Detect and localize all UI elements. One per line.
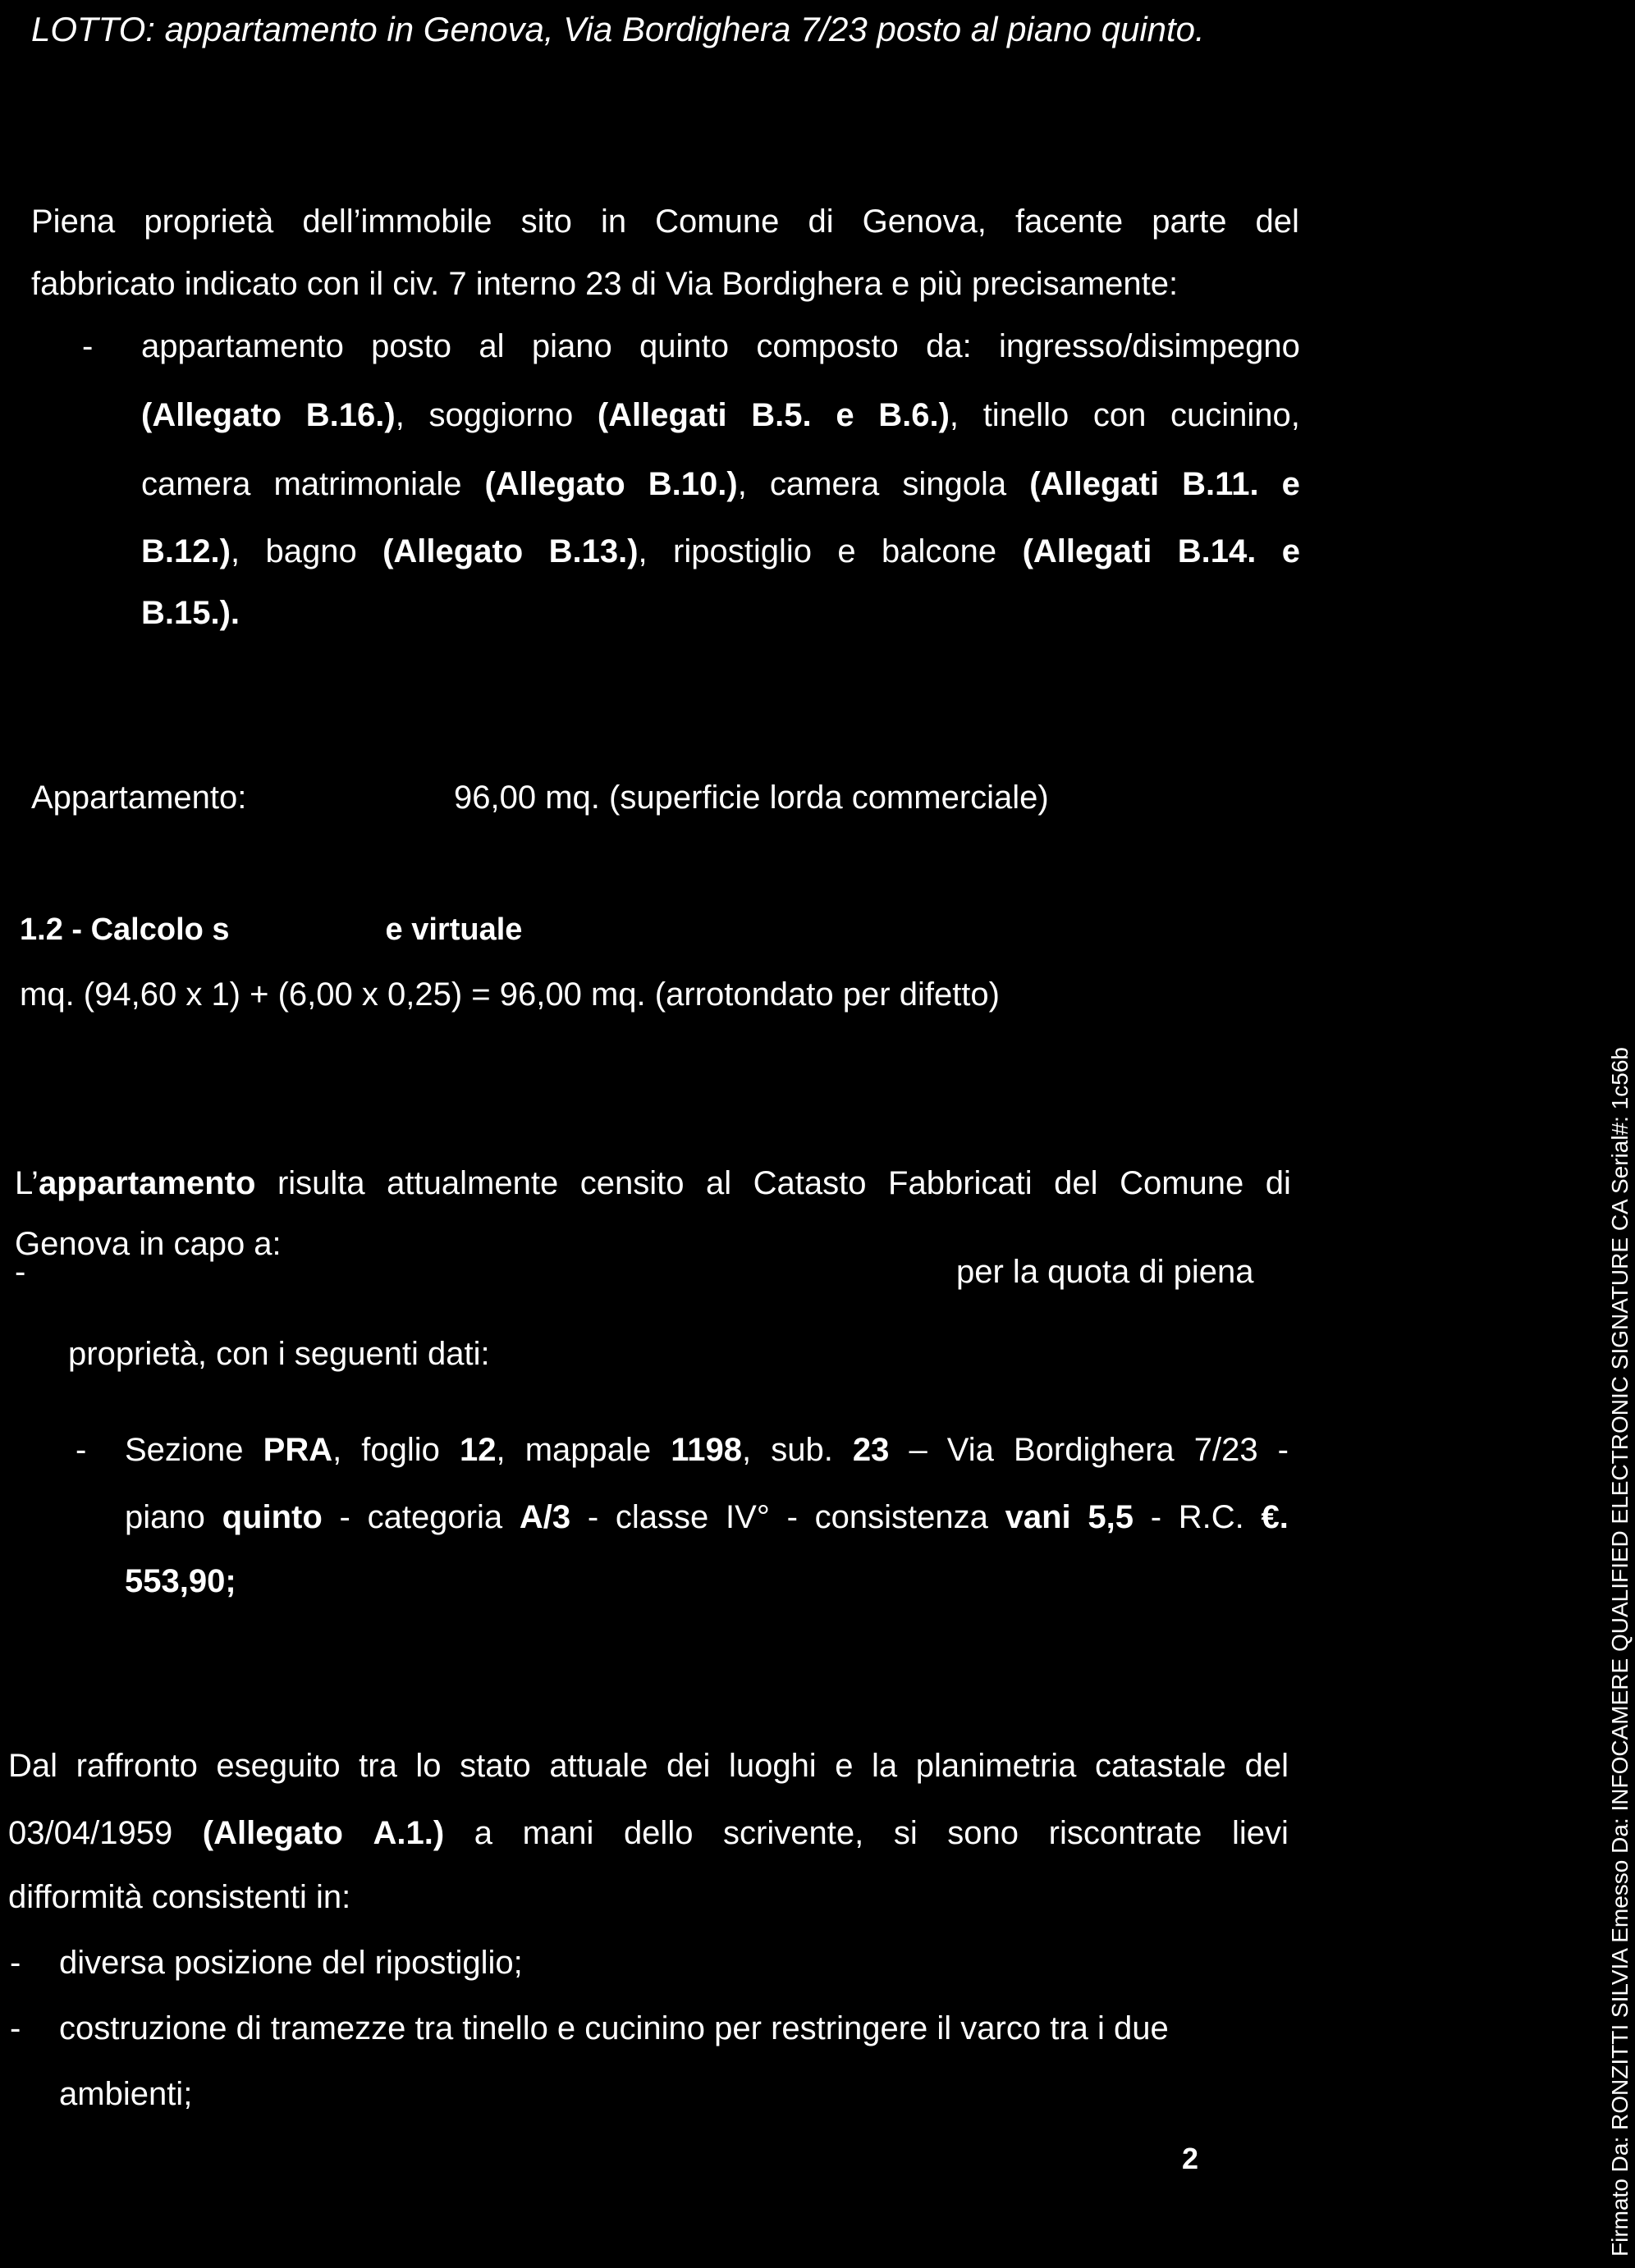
surface-value: 96,00 mq. (superficie lorda commerciale) [454,780,1049,816]
word: 03/04/1959 [8,1815,173,1851]
word: riscontrate [1048,1815,1202,1851]
surface-label: Appartamento: [31,780,247,816]
word: e [1281,466,1300,502]
word: ingresso/disimpegno [999,328,1300,364]
page-number: 2 [1182,2142,1199,2175]
word: a [474,1815,493,1851]
word: B.11. [1182,466,1259,502]
difformita-text: diversa posizione del ripostiglio; [59,1945,523,1981]
list-dash: - [76,1432,87,1468]
word: si [893,1815,918,1851]
word: 1198, [671,1432,752,1468]
quota-text: per la quota di piena [956,1254,1254,1290]
word: – [909,1432,927,1468]
word: camera [141,466,251,502]
word: vani [1005,1499,1071,1535]
word: del [1255,203,1299,240]
catasto-line-2 [15,1226,282,1272]
word: facente [1014,203,1124,240]
catasto-text: Genova in capo a: [15,1226,282,1262]
word: Comune [655,203,780,240]
raffronto-text: difformità consistenti in: [8,1879,351,1915]
word: Dal [8,1748,58,1784]
word: B.6.), [878,397,959,433]
word: categoria [367,1499,503,1535]
word: eseguito [216,1748,341,1784]
word: proprietà [144,203,274,240]
raffronto-line-3 [8,1879,350,1925]
difformita-item [59,2010,1169,2056]
word: quinto [222,1499,323,1535]
word: posto [371,328,452,364]
word: (Allegati [1022,533,1152,569]
word: - [786,1499,798,1535]
word: quinto [639,328,730,364]
word: (Allegato [141,397,282,433]
word: B.13.), [548,533,648,569]
word: soggiorno [428,397,574,433]
word: attualmente [387,1165,559,1201]
word: appartamento [141,328,344,364]
word: IV° [726,1499,770,1535]
intro-line-2-text: fabbricato indicato con il civ. 7 interno 23 di Via Bordighera e più precisamente: [31,266,1179,302]
word: consistenza [814,1499,988,1535]
word: luoghi [728,1748,817,1784]
word: camera [769,466,880,502]
word: bagno [265,533,357,569]
word: al [705,1165,732,1201]
word: Piena [31,203,116,240]
word: - [1277,1432,1289,1468]
word: lo [415,1748,442,1784]
word: 12, [460,1432,506,1468]
word: €. [1261,1499,1289,1535]
list-dash: - [82,328,94,364]
section-title-part-b: e virtuale [385,912,523,947]
word: mappale [524,1432,652,1468]
word: sito [520,203,572,240]
word: mani [522,1815,594,1851]
word: foglio [361,1432,440,1468]
word: la [872,1748,898,1784]
word: cucinino, [1170,397,1300,433]
word: PRA, [263,1432,342,1468]
list-dash: - [10,1945,21,1981]
word: Via [946,1432,994,1468]
word: - [587,1499,599,1535]
owner-dash: - [15,1254,26,1290]
word: del [1054,1165,1098,1201]
word: dello [623,1815,694,1851]
word: (Allegato [202,1815,343,1851]
word: (Allegati [597,397,727,433]
word: sono [947,1815,1019,1851]
difformita-item [59,1945,523,1991]
word: di [1265,1165,1291,1201]
intro-line-1 [31,203,1299,249]
list1-line-2 [141,397,1300,443]
word: dell’immobile [302,203,492,240]
list-dash: - [10,2010,21,2046]
word: tinello [982,397,1069,433]
word: Genova, [862,203,987,240]
word: e [837,533,856,569]
word: - [339,1499,350,1535]
word: B.10.), [648,466,747,502]
word: (Allegato [484,466,625,502]
catasto-item-line-3 [125,1563,236,1609]
list1-line-1 [141,328,1300,374]
word: Catasto [753,1165,867,1201]
word: raffronto [76,1748,198,1784]
word: scrivente, [723,1815,864,1851]
word: Bordighera [1013,1432,1175,1468]
word: A/3 [519,1499,571,1535]
word: del [1244,1748,1289,1784]
word: di [808,203,834,240]
raffronto-line-2 [8,1815,1289,1861]
word: singola [902,466,1007,502]
word: 5,5 [1088,1499,1134,1535]
word: - [1150,1499,1162,1535]
word: composto [756,328,899,364]
catasto-item-line-1 [125,1432,1289,1478]
word: Comune [1120,1165,1244,1201]
catasto-line-1 [15,1165,1291,1211]
proprieta-text: proprietà, con i seguenti dati: [68,1336,490,1372]
difformita-text: ambienti; [59,2076,193,2112]
intro-line-2 [31,266,1178,312]
list1-line-5 [141,595,240,641]
word: censito [579,1165,685,1201]
word: R.C. [1178,1499,1244,1535]
surface-formula: mq. (94,60 x 1) + (6,00 x 0,25) = 96,00 mq. (arrotondato per difetto) [20,976,1000,1013]
word: B.14. [1177,533,1257,569]
word: catastale [1094,1748,1227,1784]
word: da: [926,328,972,364]
word: balcone [882,533,997,569]
word: stato [460,1748,531,1784]
word: e [835,1748,854,1784]
word: in [600,203,627,240]
difformita-item-continuation [59,2076,192,2122]
word: L’appartamento [15,1165,256,1201]
word: e [836,397,854,433]
word: planimetria [915,1748,1077,1784]
word: (Allegati [1029,466,1160,502]
word: classe [615,1499,709,1535]
word: Sezione [125,1432,244,1468]
word: risulta [277,1165,365,1201]
catasto-bold: 553,90; [125,1563,236,1599]
list1-line-4 [141,533,1300,579]
word: ripostiglio [673,533,813,569]
word: B.12.), [141,533,240,569]
word: B.16.), [305,397,405,433]
catasto-item-line-2 [125,1499,1289,1545]
raffronto-line-1 [8,1748,1289,1794]
word: (Allegato [382,533,524,569]
word: attuale [549,1748,648,1784]
word: parte [1152,203,1227,240]
word: matrimoniale [273,466,462,502]
document-header: LOTTO: appartamento in Genova, Via Bordighera 7/23 posto al piano quinto. [31,10,1205,48]
word: 23 [852,1432,890,1468]
word: 7/23 [1193,1432,1258,1468]
word: dei [666,1748,711,1784]
word: Fabbricati [888,1165,1033,1201]
list1-line-3 [141,466,1300,512]
digital-signature-bar: Firmato Da: RONZITTI SILVIA Emesso Da: INFOCAMERE QUALIFIED ELECTRONIC SIGNATURE CA Serial#: 1c56b [1607,1047,1633,2257]
word: lievi [1231,1815,1289,1851]
word: al [479,328,505,364]
word: B.5. [751,397,812,433]
word: piano [125,1499,205,1535]
section-title-part-a: 1.2 - Calcolo s [20,912,230,947]
word: tra [359,1748,397,1784]
word: piano [531,328,612,364]
word: e [1281,533,1300,569]
section-title [20,912,522,948]
difformita-text: costruzione di tramezze tra tinello e cucinino per restringere il varco tra i due [59,2010,1169,2046]
allegato-ref: B.15.). [141,595,240,631]
word: sub. [771,1432,833,1468]
word: con [1092,397,1147,433]
word: A.1.) [373,1815,445,1851]
